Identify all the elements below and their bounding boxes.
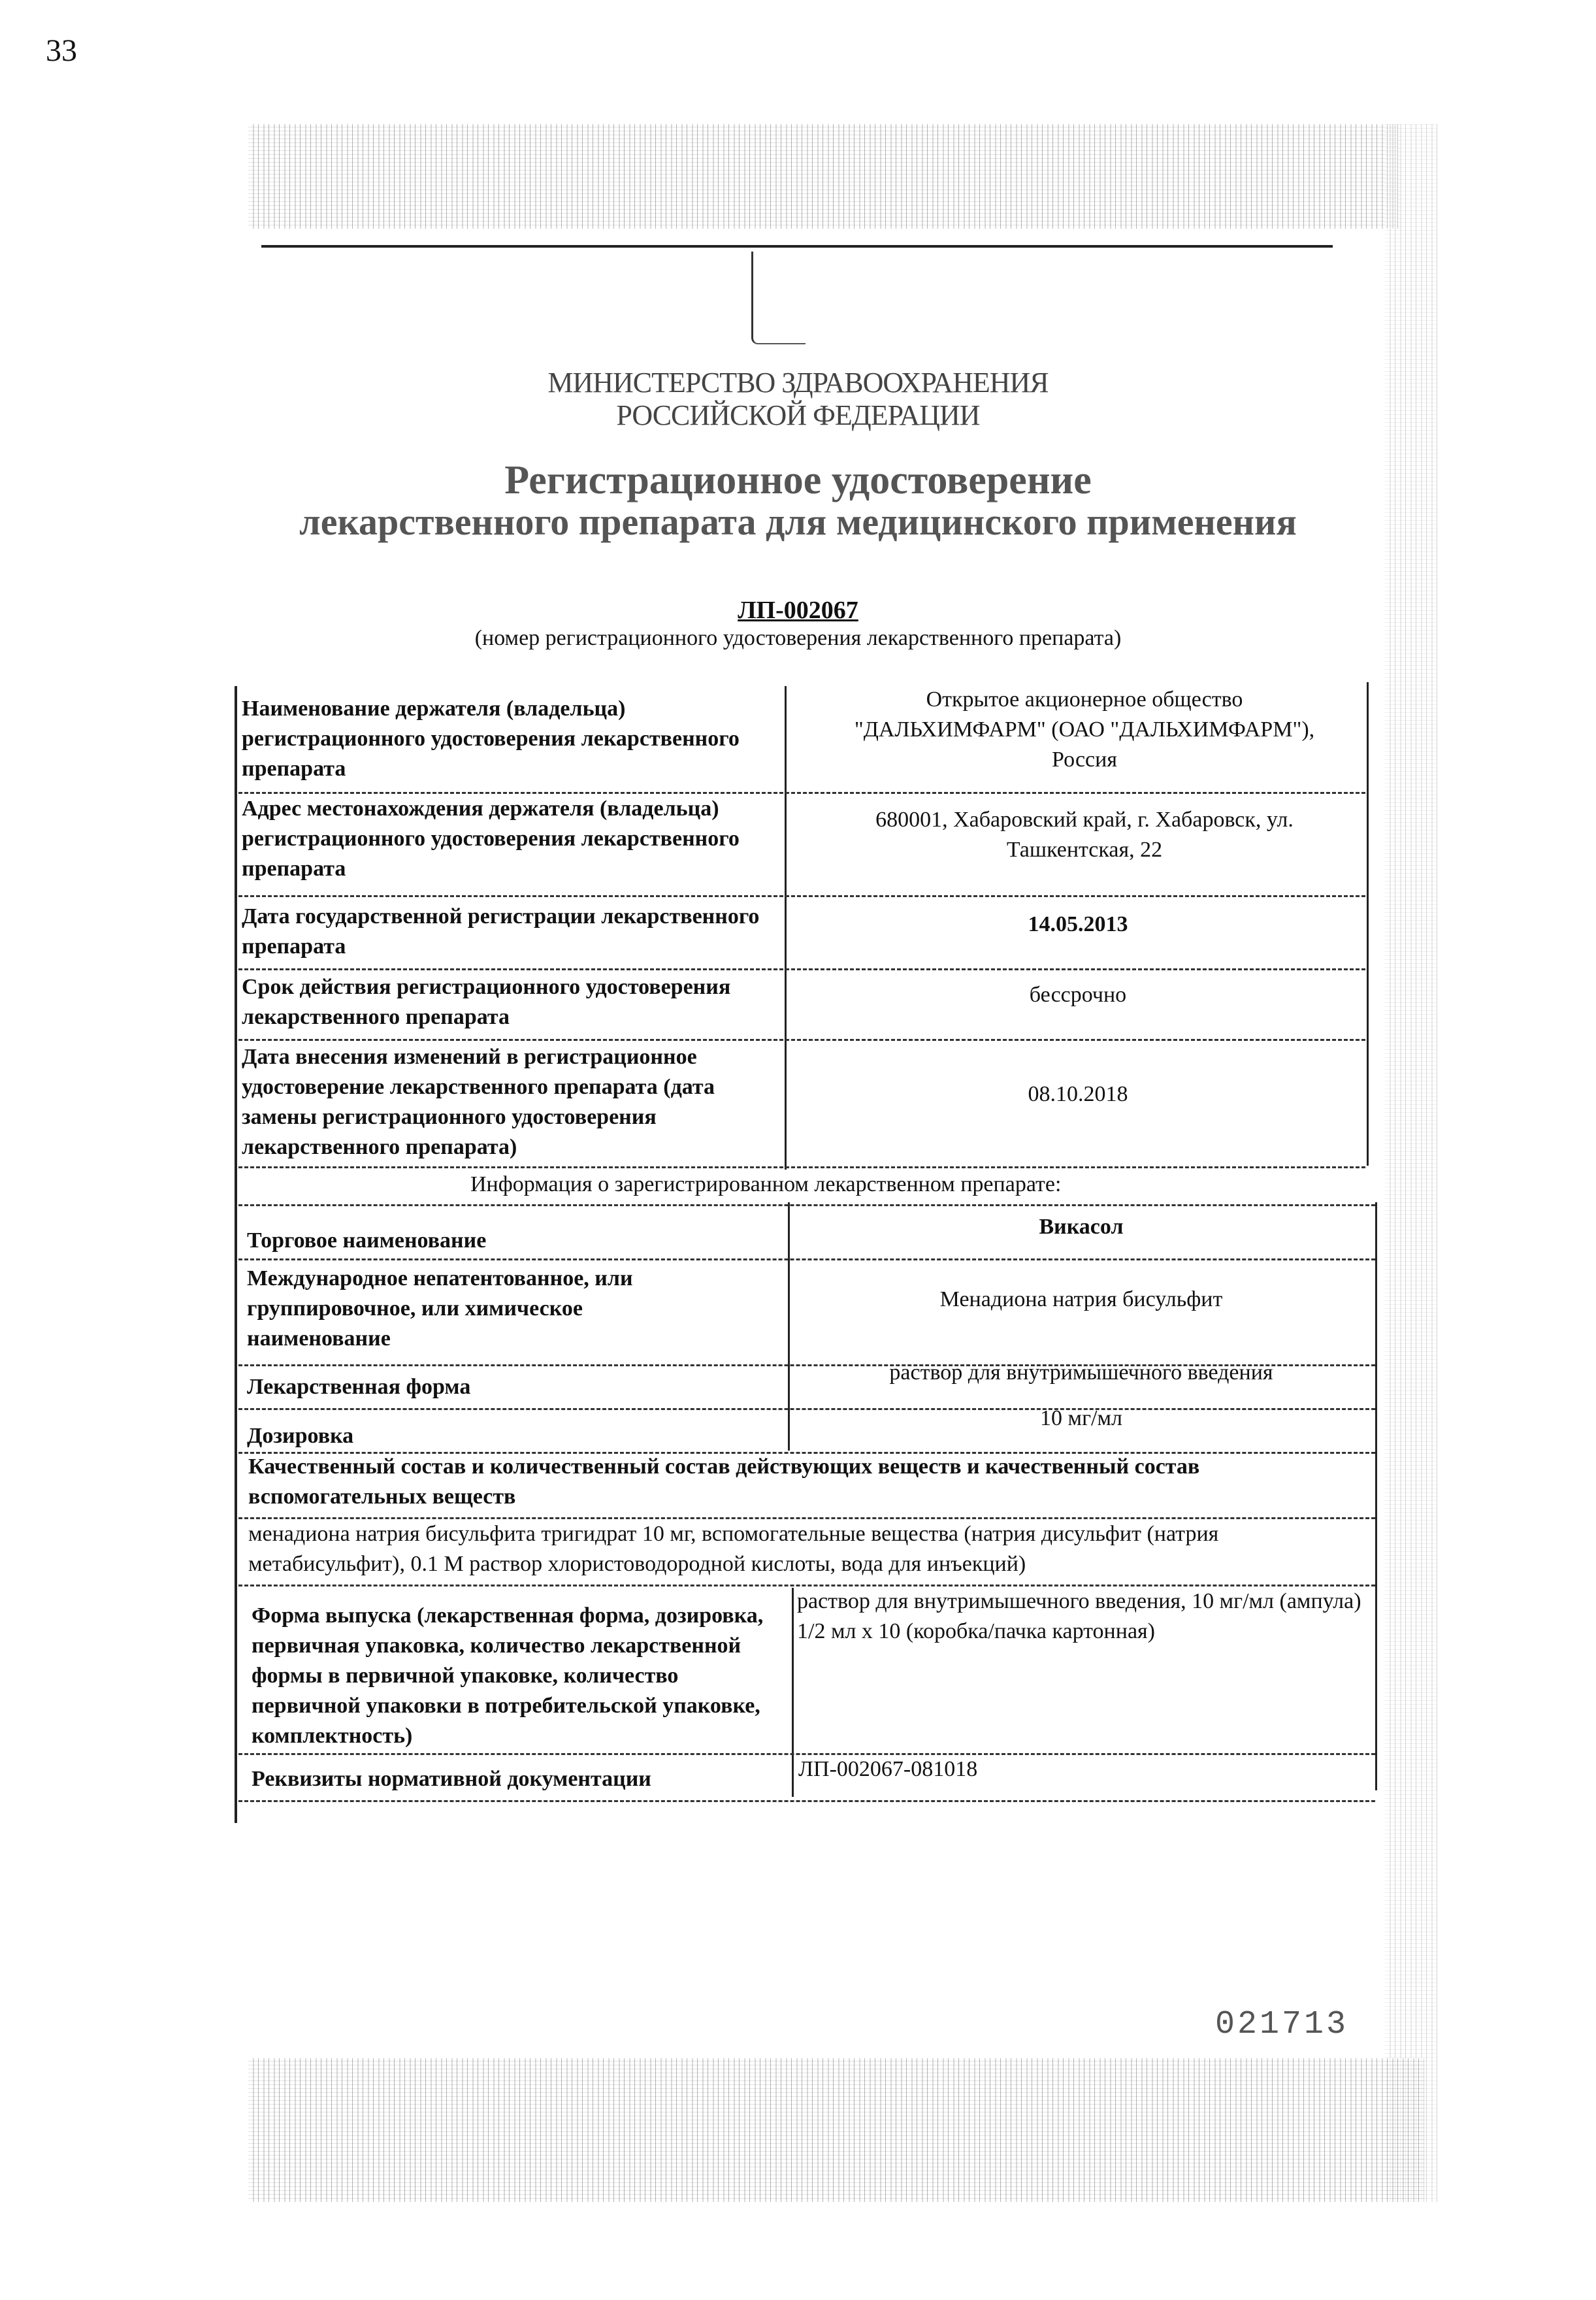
row-label: Срок действия регистрационного удостоверения лекарственного препарата	[242, 975, 731, 1029]
table-left-border	[235, 686, 237, 1823]
emblem	[751, 252, 806, 344]
table-divider	[788, 1202, 790, 1451]
registration-number-caption: (номер регистрационного удостоверения лекарственного препарата)	[474, 626, 1122, 650]
row-value: Викасол	[1039, 1215, 1124, 1239]
row-label: Наименование держателя (владельца) регистрационного удостоверения лекарственного препарата	[242, 697, 740, 781]
registration-number	[0, 596, 1596, 625]
row-value: бессрочно	[1029, 983, 1127, 1007]
document-title-line1: Регистрационное удостоверение	[504, 458, 1092, 502]
ministry-line1: МИНИСТЕРСТВО ЗДРАВООХРАНЕНИЯ	[547, 367, 1049, 399]
top-security-band	[248, 124, 1398, 229]
row-label: Адрес местонахождения держателя (владельца) регистрационного удостоверения лекарственного препарата	[242, 797, 740, 881]
table-divider	[792, 1588, 794, 1797]
row-label: Дата государственной регистрации лекарственного препарата	[242, 904, 760, 959]
row-value: 680001, Хабаровский край, г. Хабаровск, ул. Ташкентская, 22	[875, 808, 1294, 862]
normative-docs-label: Реквизиты нормативной документации	[252, 1767, 651, 1791]
row-label: Лекарственная форма	[247, 1375, 471, 1399]
row-label: Международное непатентованное, или группировочное, или химическое наименование	[247, 1266, 633, 1351]
row-label: Дата внесения изменений в регистрационное удостоверение лекарственного препарата (дата замены регистрационного удостоверения лекарственного препарата)	[242, 1045, 715, 1159]
row-value: 08.10.2018	[1028, 1082, 1128, 1106]
table-right-border	[1367, 682, 1369, 1166]
ministry-line2: РОССИЙСКОЙ ФЕДЕРАЦИИ	[616, 399, 980, 431]
row-label: Торговое наименование	[247, 1228, 487, 1253]
bottom-security-band	[248, 2058, 1424, 2202]
composition-value: менадиона натрия бисульфита тригидрат 10 мг, вспомогательные вещества (натрия дисульфит (натрия метабисульфит), 0.1 М раствор хлористоводородной кислоты, вода для инъекций)	[248, 1522, 1219, 1576]
row-value: Открытое акционерное общество "ДАЛЬХИМФАРМ" (ОАО "ДАЛЬХИМФАРМ"), Россия	[854, 687, 1315, 772]
table-right-border	[1375, 1202, 1377, 1790]
reg-number-text: ЛП-002067	[738, 597, 858, 624]
release-form-label: Форма выпуска (лекарственная форма, дозировка, первичная упаковка, количество лекарственной формы в первичной упаковке, количество первичной упаковки в потребительской упаковке, комплектность)	[252, 1603, 764, 1748]
row-value: раствор для внутримышечного введения	[889, 1360, 1273, 1385]
normative-docs-value: ЛП-002067-081018	[798, 1757, 978, 1781]
table-divider	[785, 686, 787, 1170]
row-label: Дозировка	[247, 1424, 354, 1448]
row-value: Менадиона натрия бисульфит	[939, 1287, 1223, 1311]
row-value: 10 мг/мл	[1040, 1406, 1122, 1430]
right-security-band	[1385, 124, 1437, 2202]
corner-mark: 33	[46, 33, 77, 68]
serial-number: 021713	[1215, 2006, 1349, 2043]
document-title-line2: лекарственного препарата для медицинского применения	[299, 501, 1297, 543]
row-value: 14.05.2013	[1028, 912, 1128, 936]
info-heading: Информация о зарегистрированном лекарственном препарате:	[470, 1172, 1062, 1196]
band-underline	[261, 245, 1333, 248]
release-form-value: раствор для внутримышечного введения, 10 мг/мл (ампула) 1/2 мл х 10 (коробка/пачка картонная)	[797, 1589, 1361, 1643]
composition-label: Качественный состав и количественный состав действующих веществ и качественный состав вспомогательных веществ	[248, 1454, 1200, 1509]
